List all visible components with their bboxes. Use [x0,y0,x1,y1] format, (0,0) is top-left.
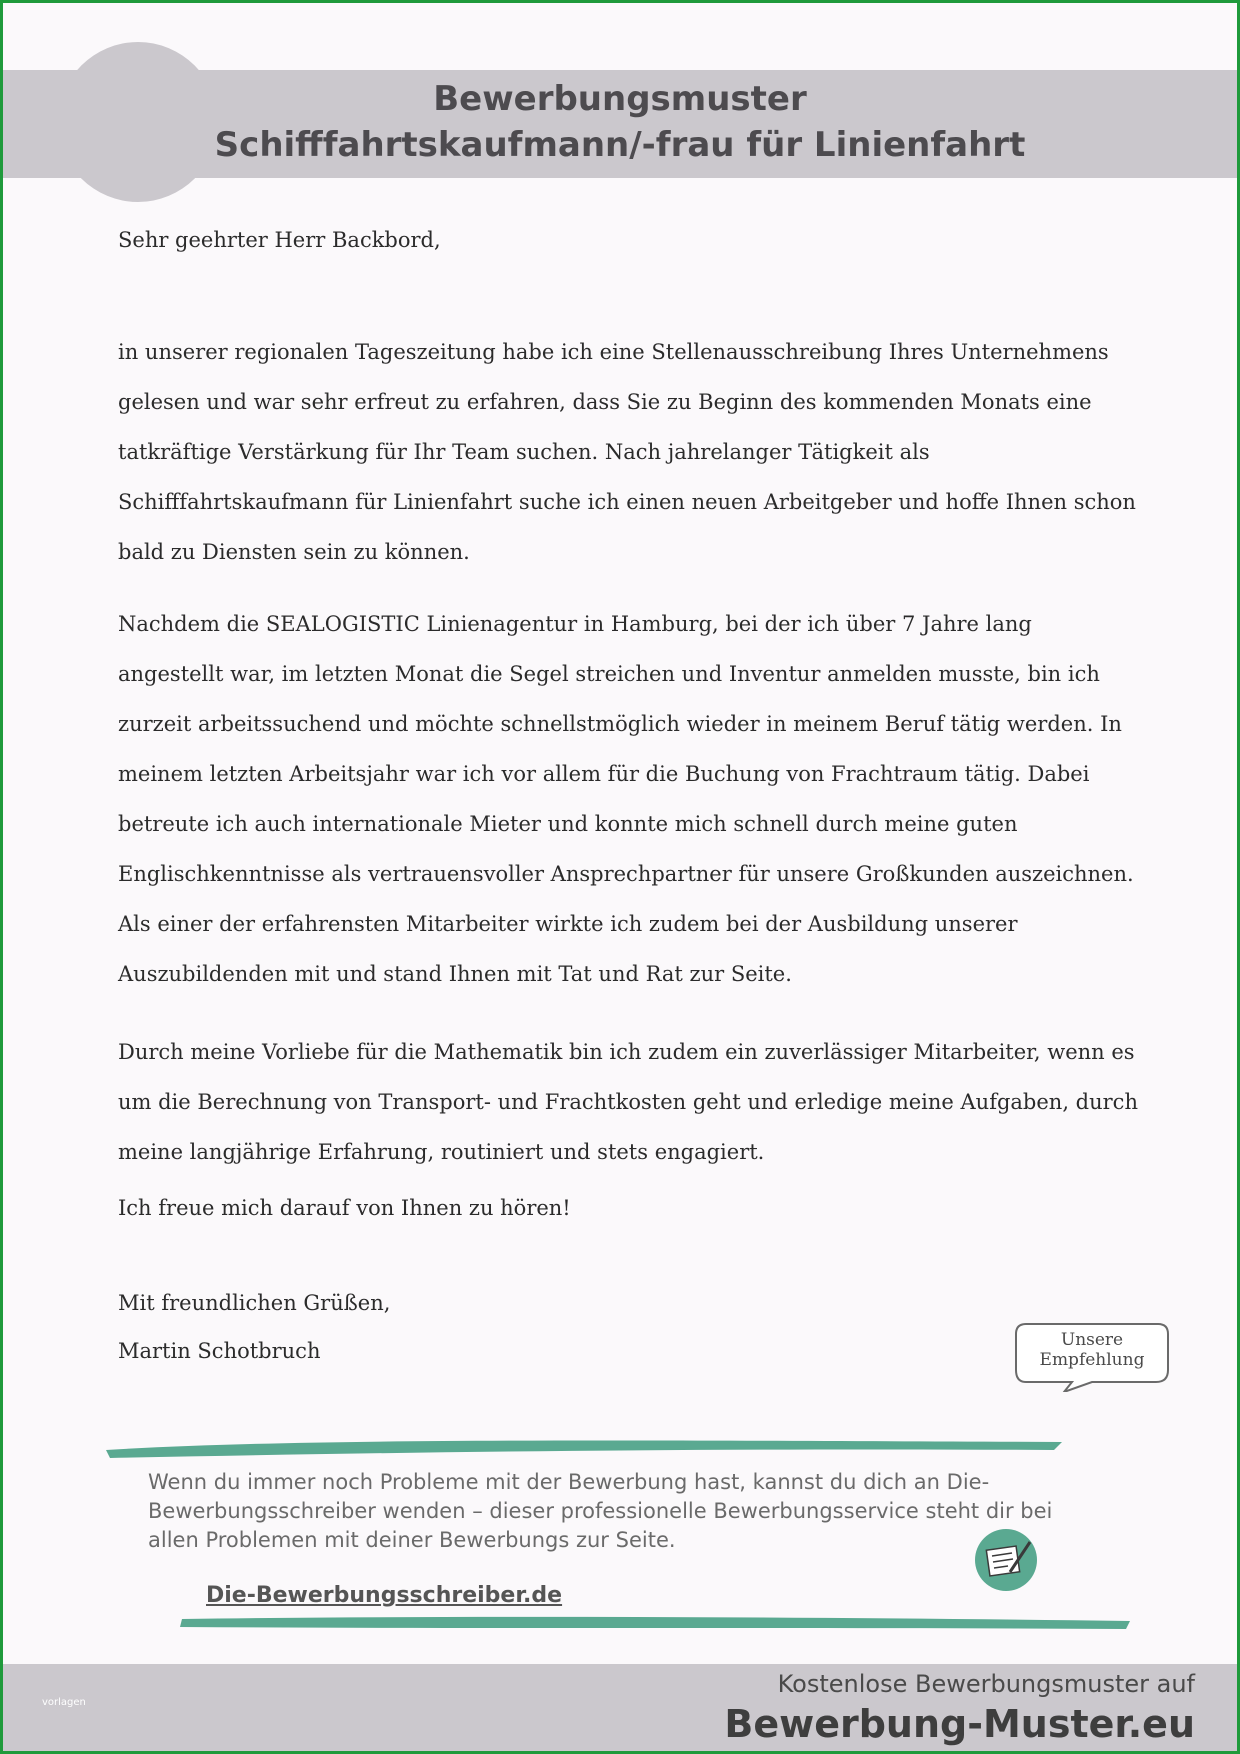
recommendation-line-2: Empfehlung [1039,1350,1145,1370]
recommendation-label [1012,1330,1172,1370]
title-line-1: Bewerbungsmuster [433,79,807,119]
title-line-2: Schifffahrtskaufmann/-frau für Linienfahrt [214,125,1026,165]
recommendation-line-1: Unsere [1060,1330,1124,1350]
document-pen-icon [974,1528,1038,1592]
footer-site-name[interactable]: Bewerbung-Muster.eu [724,1702,1195,1746]
brush-stroke-bottom [178,1611,1133,1633]
letter-greeting: Sehr geehrter Herr Backbord, [118,228,441,252]
footer-tagline: Kostenlose Bewerbungsmuster auf [777,1670,1195,1698]
letter-paragraph-3: Durch meine Vorliebe für die Mathematik bin ich zudem ein zuverlässiger Mitarbeiter, wenn es um die Berechnung von Transport- und Frachtkosten geht und erledige meine Aufgaben, durch meine langjährige Erfahrung, routiniert und stets engagiert. [118,1040,1138,1164]
letter-paragraph-1: in unserer regionalen Tageszeitung habe ich eine Stellenausschreibung Ihres Unternehmens gelesen und war sehr erfreut zu erfahren, dass Sie zu Beginn des kommenden Monats eine tatkräftige Verstärkung für Ihr Team suchen. Nach jahrelanger Tätigkeit als Schifffahrtskaufmann für Linienfahrt suche ich einen neuen Arbeitgeber und hoffe Ihnen schon bald zu Diensten sein zu können. [118,340,1136,564]
page-title [0,76,1240,168]
brush-stroke-top [104,1432,1064,1460]
letter-signature: Martin Schotbruch [118,1339,321,1363]
letter-sign-off: Mit freundlichen Grüßen, [118,1291,391,1315]
letter-paragraph-2: Nachdem die SEALOGISTIC Linienagentur in Hamburg, bei der ich über 7 Jahre lang angestellt war, im letzten Monat die Segel streichen und Inventur anmelden musste, bin ich zurzeit arbeitssuchend und möchte schnellstmöglich wieder in meinem Beruf tätig werden. In meinem letzten Arbeitsjahr war ich vor allem für die Buchung von Frachtraum tätig. Dabei betreute ich auch internationale Mieter und konnte mich schnell durch meine guten Englischkenntnisse als vertrauensvoller Ansprechpartner für unsere Großkunden auszeichnen. Als einer der erfahrensten Mitarbeiter wirkte ich zudem bei der Ausbildung unserer Auszubildenden mit und stand Ihnen mit Tat und Rat zur Seite. [118,612,1134,986]
letter-closing: Ich freue mich darauf von Ihnen zu hören! [118,1196,571,1220]
footer-small-text: vorlagen [42,1697,86,1708]
promo-text: Wenn du immer noch Probleme mit der Bewerbung hast, kannst du dich an Die-Bewerbungsschreiber wenden – dieser professionelle Bewerbungsservice steht dir bei allen Problemen mit deiner Bewerbungs zur Seite. [148,1470,1053,1552]
promo-link[interactable]: Die-Bewerbungsschreiber.de [206,1583,563,1608]
